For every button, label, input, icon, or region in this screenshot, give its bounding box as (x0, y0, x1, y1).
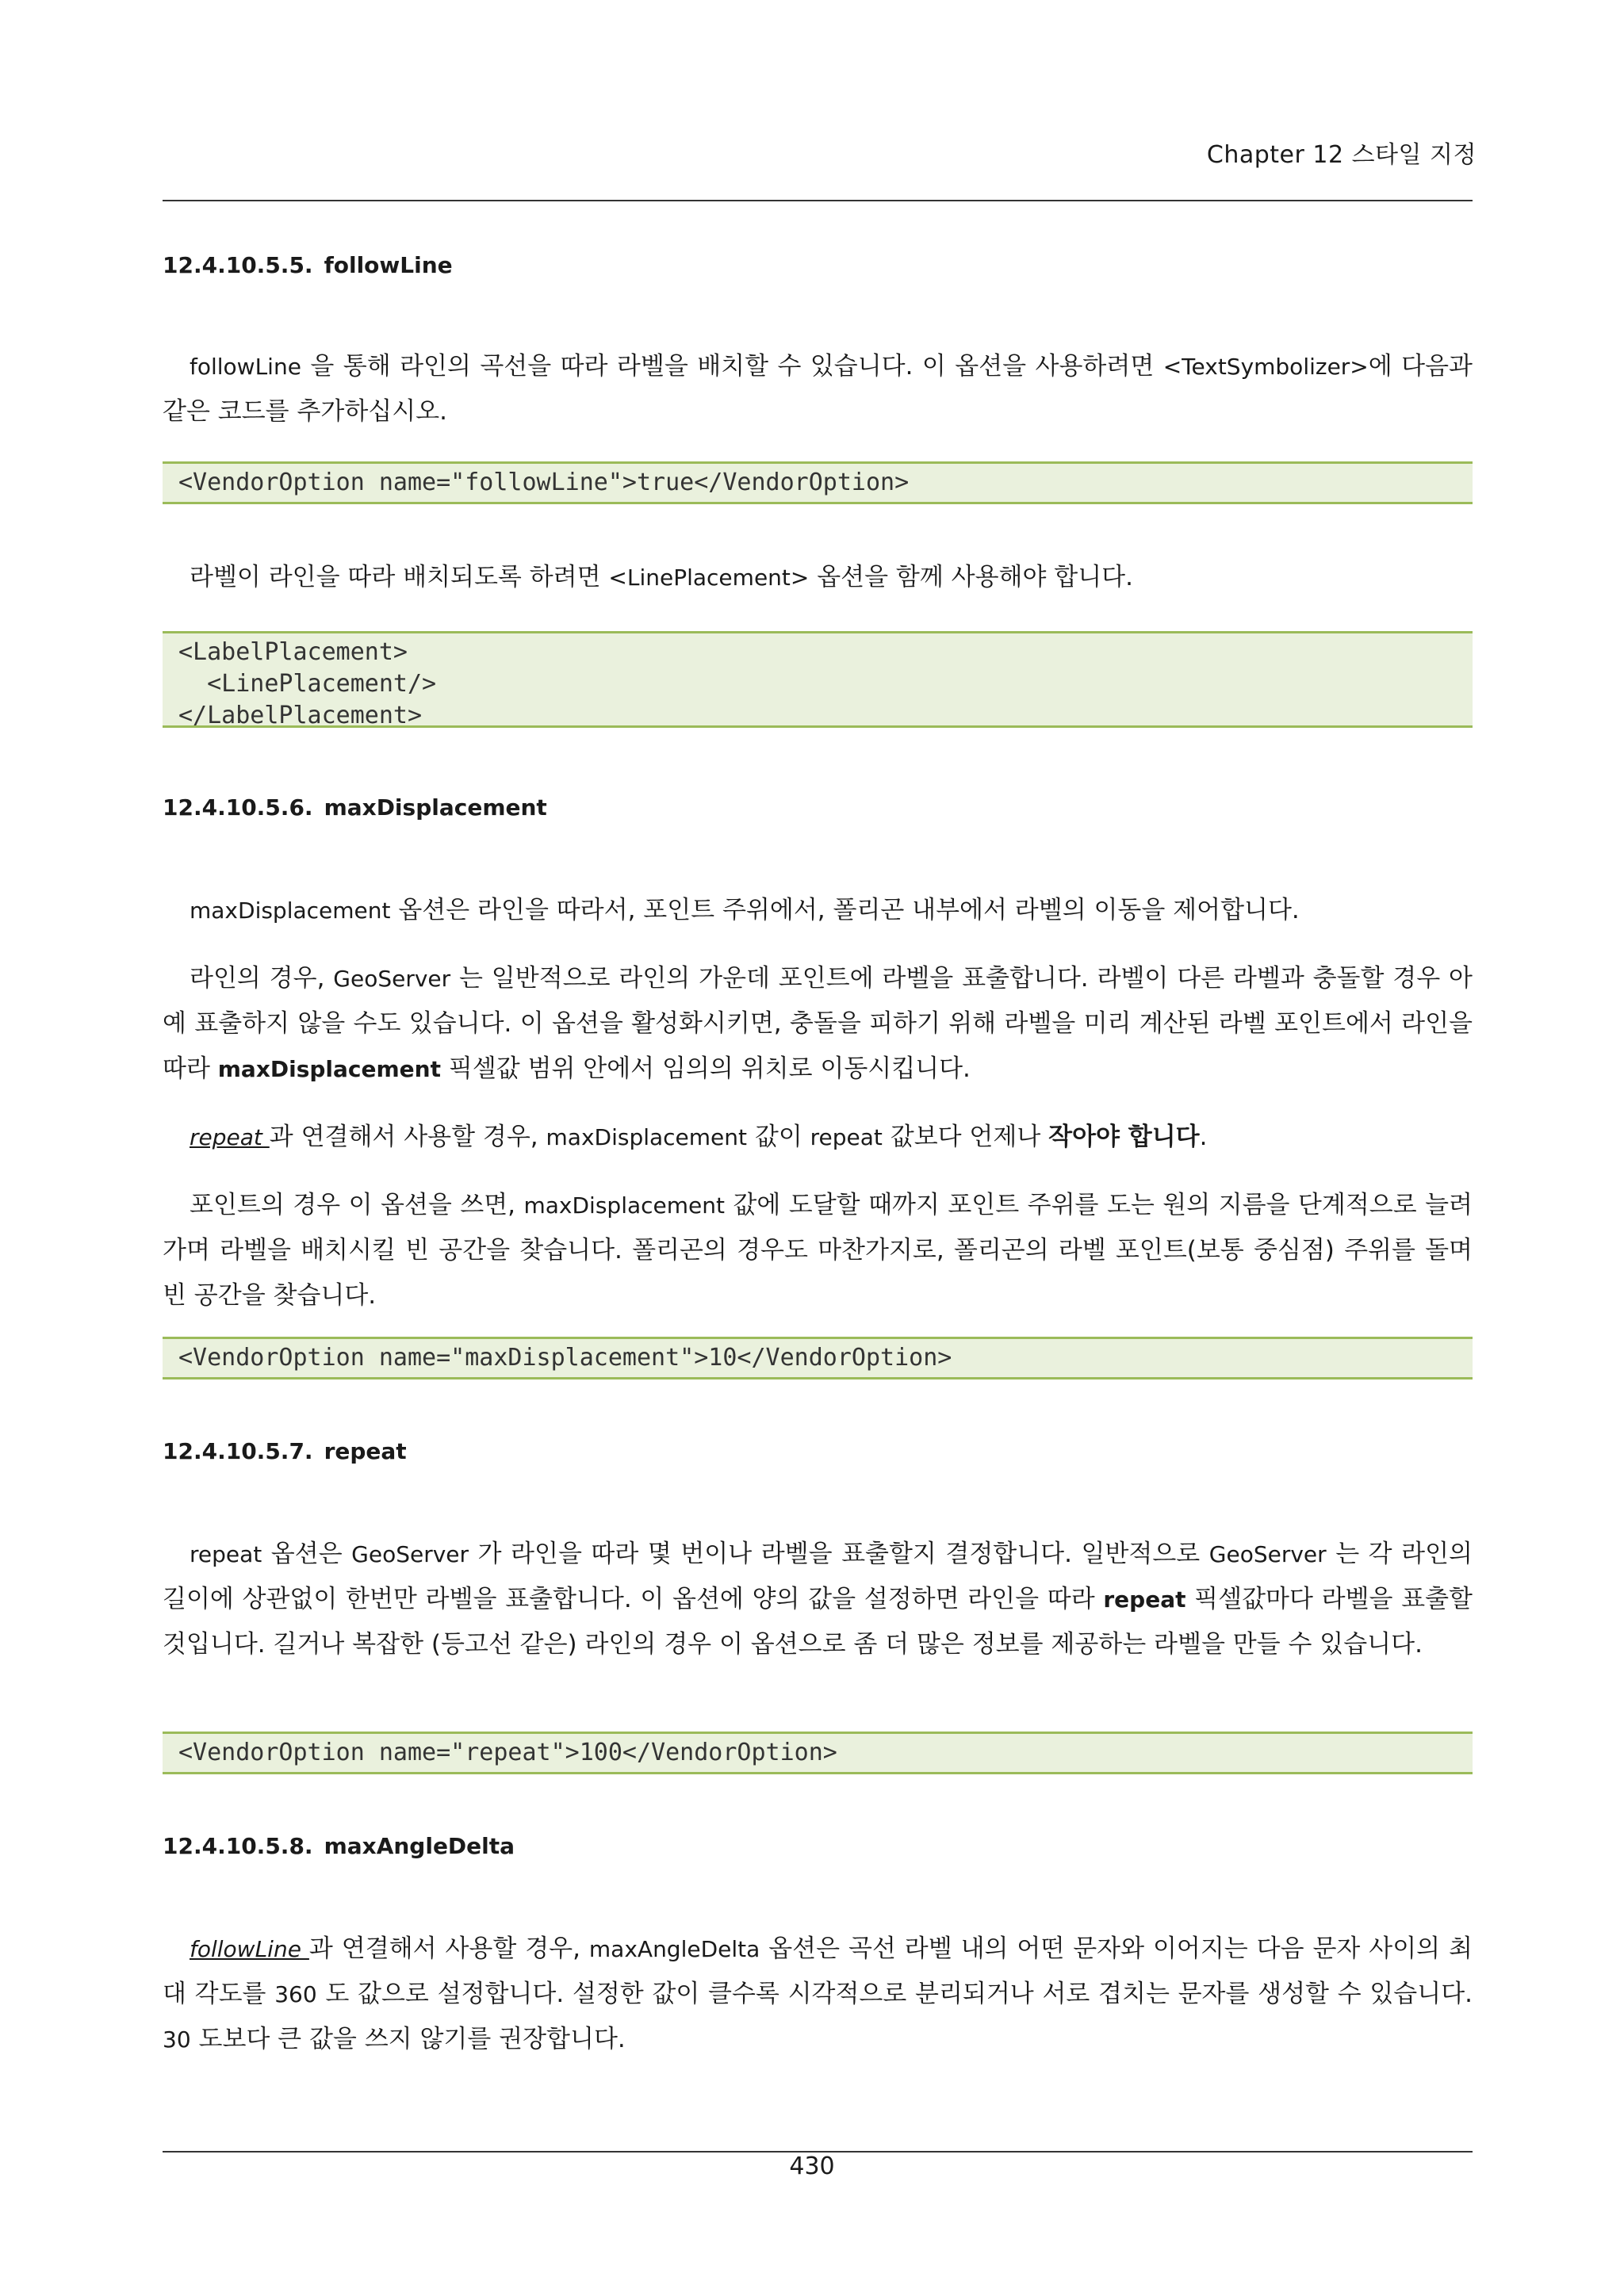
section-title: followLine (324, 252, 453, 278)
maxdisplacement-paragraph-3: repeat 과 연결해서 사용할 경우, maxDisplacement 값이 repeat 값보다 언제나 작아야 합니다. (190, 1123, 1208, 1151)
section-title: maxAngleDelta (324, 1833, 515, 1859)
section-title: repeat (324, 1438, 407, 1464)
followline-paragraph-2: 라벨이 라인을 따라 배치되도록 하려면 <LinePlacement> 옵션을 함께 사용해야 합니다. (190, 563, 1133, 591)
page-number: 430 (789, 2152, 835, 2180)
section-heading-maxangledelta (163, 1833, 515, 1859)
section-heading-followline (163, 252, 453, 278)
section-heading-maxdisplacement (163, 794, 547, 821)
section-number: 12.4.10.5.6. (163, 794, 313, 821)
repeat-paragraph: repeat 옵션은 GeoServer 가 라인을 따라 몇 번이나 라벨을 표출할지 결정합니다. 일반적으로 GeoServer 는 각 라인의 길이에 상관없이 한번만 라벨을 표출합니다. 이 옵션에 양의 값을 설정하면 라인을 따라 repeat 픽셀값마다 라벨을 표출할 것입니다. 길거나 복잡한 (등고선 같은) 라인의 경우 이 옵션으로 좀 더 많은 정보를 제공하는 라벨을 만들 수 있습니다. (163, 1540, 1473, 1659)
section-number: 12.4.10.5.5. (163, 252, 313, 278)
code-block-maxdisplacement: <VendorOption name="maxDisplacement">10</VendorOption> (163, 1337, 1473, 1380)
section-number: 12.4.10.5.8. (163, 1833, 313, 1859)
header-rule (163, 200, 1473, 201)
code-block-labelplacement: <LabelPlacement> <LinePlacement/> </LabelPlacement> (163, 631, 1473, 728)
followline-link[interactable]: followLine (190, 1936, 309, 1962)
section-heading-repeat (163, 1438, 407, 1464)
maxdisplacement-paragraph-1: maxDisplacement 옵션은 라인을 따라서, 포인트 주위에서, 폴리곤 내부에서 라벨의 이동을 제어합니다. (190, 896, 1300, 924)
maxdisplacement-paragraph-2: 라인의 경우, GeoServer 는 일반적으로 라인의 가운데 포인트에 라벨을 표출합니다. 라벨이 다른 라벨과 충돌할 경우 아예 표출하지 않을 수도 있습니다. 이 옵션을 활성화시키면, 충돌을 피하기 위해 라벨을 미리 계산된 라벨 포인트에서 라인을 따라 maxDisplacement 픽셀값 범위 안에서 임의의 위치로 이동시킵니다. (163, 964, 1473, 1083)
maxdisplacement-paragraph-4: 포인트의 경우 이 옵션을 쓰면, maxDisplacement 값에 도달할 때까지 포인트 주위를 도는 원의 지름을 단계적으로 늘려가며 라벨을 배치시킬 빈 공간을 찾습니다. 폴리곤의 경우도 마찬가지로, 폴리곤의 라벨 포인트(보통 중심점) 주위를 돌며 빈 공간을 찾습니다. (163, 1191, 1473, 1310)
section-number: 12.4.10.5.7. (163, 1438, 313, 1464)
code-block-followline: <VendorOption name="followLine">true</VendorOption> (163, 461, 1473, 504)
followline-paragraph-1: followLine 을 통해 라인의 곡선을 따라 라벨을 배치할 수 있습니다. 이 옵션을 사용하려면 <TextSymbolizer>에 다음과 같은 코드를 추가하십시오. (163, 352, 1473, 426)
maxangledelta-paragraph: followLine 과 연결해서 사용할 경우, maxAngleDelta 옵션은 곡선 라벨 내의 어떤 문자와 이어지는 다음 문자 사이의 최대 각도를 360 도 값으로 설정합니다. 설정한 값이 클수록 시각적으로 분리되거나 서로 겹치는 문자를 생성할 수 있습니다. 30 도보다 큰 값을 쓰지 않기를 권장합니다. (163, 1934, 1473, 2053)
section-title: maxDisplacement (324, 794, 547, 821)
chapter-header: Chapter 12 스타일 지정 (1206, 141, 1477, 169)
code-block-repeat: <VendorOption name="repeat">100</VendorOption> (163, 1732, 1473, 1774)
repeat-link[interactable]: repeat (190, 1124, 270, 1150)
